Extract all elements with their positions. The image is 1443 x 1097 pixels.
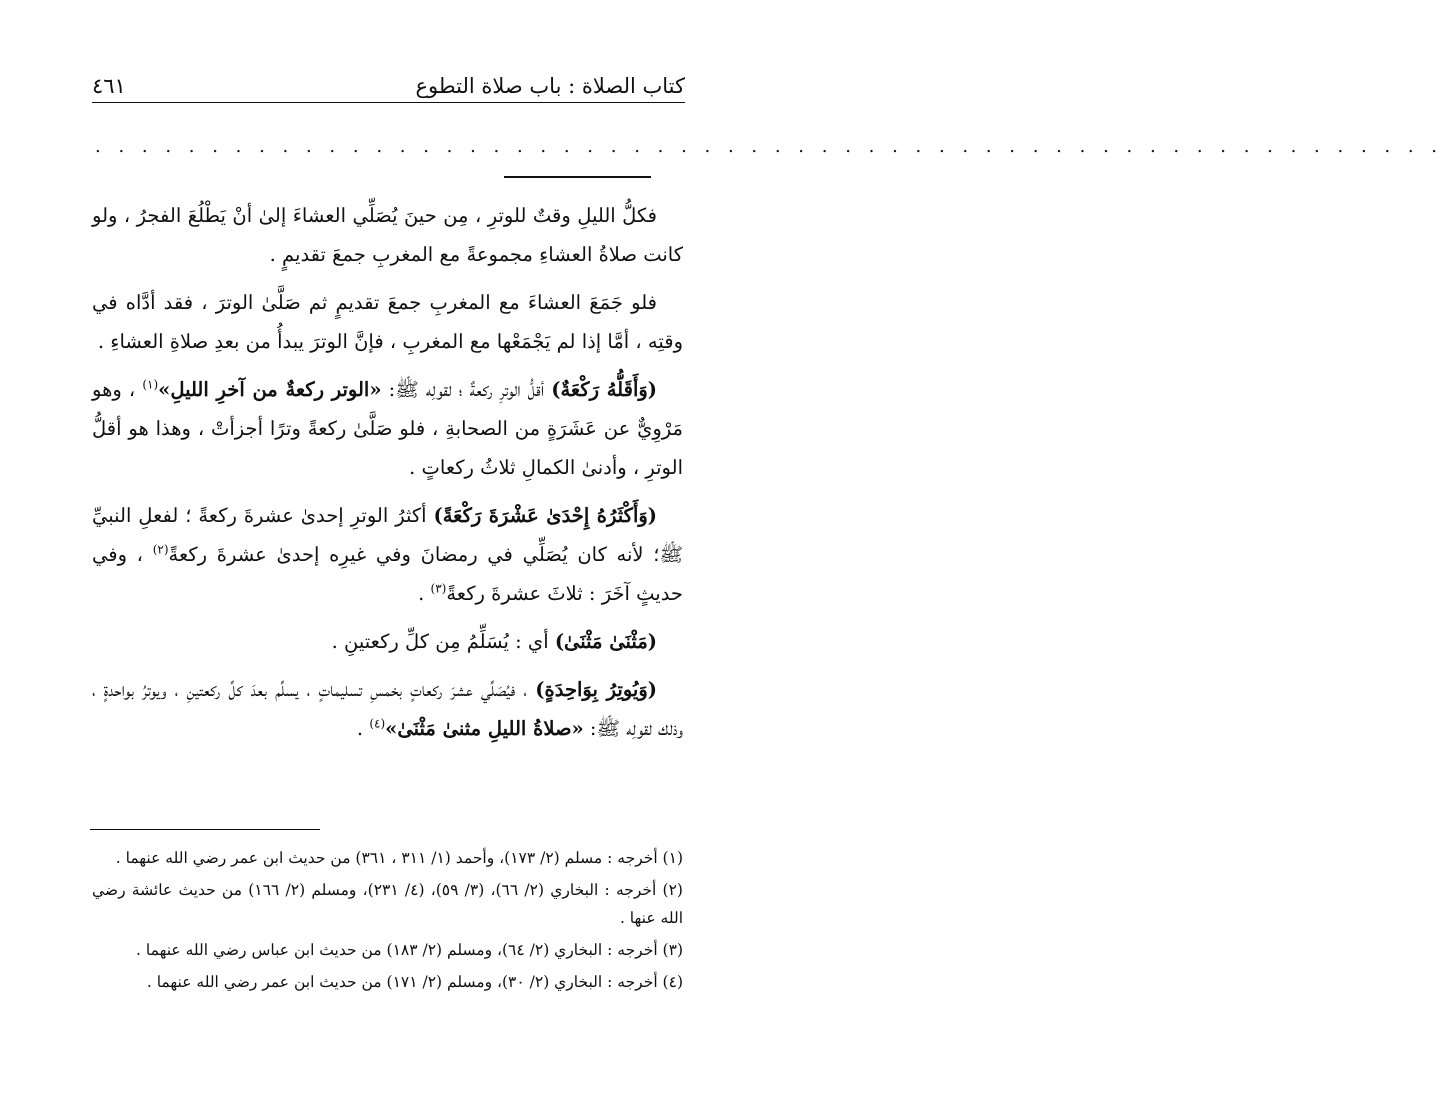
header-divider bbox=[92, 102, 685, 103]
footnote-ref: (٢) bbox=[152, 542, 169, 557]
hadith-quote: «صلاةُ الليلِ مثنىٰ مَثْنَىٰ» bbox=[385, 717, 584, 740]
paragraph-6 bbox=[92, 670, 683, 748]
page-number: ٤٦١ bbox=[92, 74, 126, 98]
footnotes bbox=[92, 844, 683, 1000]
header-title: كتاب الصلاة : باب صلاة التطوع bbox=[415, 74, 685, 98]
matn-lead: (مَثْنَىٰ مَثْنَىٰ) bbox=[554, 630, 657, 653]
matn-lead: (وَيُوتِرُ بِوَاحِدَةٍ) bbox=[535, 678, 657, 701]
matn-divider bbox=[504, 176, 651, 178]
footnote-2: (٢) أخرجه : البخاري (٢/ ٦٦)، (٣/ ٥٩)، (٤/ ٢٣١)، ومسلم (٢/ ١٦٦) من حديث عائشة رضي الله عنها . bbox=[92, 881, 683, 927]
main-text bbox=[92, 196, 683, 757]
paragraph-text: . bbox=[356, 717, 370, 740]
footnote-3: (٣) أخرجه : البخاري (٢/ ٦٤)، ومسلم (٢/ ١٨٣) من حديث ابن عباس رضي الله عنهما . bbox=[136, 941, 683, 959]
matn-lead: (وَأَقَلُّهُ رَكْعَةٌ) bbox=[551, 378, 658, 401]
matn-lead: (وَأَكْثَرُهُ إِحْدَىٰ عَشْرَةَ رَكْعَةً) bbox=[433, 504, 658, 527]
footnote-ref: (١) bbox=[142, 377, 159, 392]
running-header bbox=[92, 58, 685, 98]
paragraph-5 bbox=[92, 622, 683, 661]
paragraph-2: فلو جَمَعَ العشاءَ مع المغربِ جمعَ تقديمٍ ثم صَلَّىٰ الوترَ ، فقد أدَّاه في وقتِه ، أمَّا إذا لم يَجْمَعْها مع المغربِ ، فإنَّ الوترَ يبدأُ من بعدِ صلاةِ العشاءِ . bbox=[92, 291, 683, 353]
paragraph-1: فكلُّ الليلِ وقتٌ للوترِ ، مِن حينَ يُصَلِّي العشاءَ إلىٰ أنْ يَطْلُعَ الفجرُ ، ولو كانت صلاةُ العشاءِ مجموعةً مع المغربِ جمعَ تقديمٍ . bbox=[92, 204, 683, 266]
footnote-divider bbox=[90, 829, 320, 830]
paragraph-text: ، فيُصَلِّي عشرَ ركعاتٍ بخمسِ تسليماتٍ ، يسلِّم بعدَ كلِّ ركعتينِ ، ويوترُ بواحدةٍ ، وذلك لقولِه ﷺ: bbox=[92, 678, 683, 740]
paragraph-text: ، وفي حديثٍ آخَرَ : ثلاثَ عشرةَ ركعةً bbox=[92, 543, 683, 605]
footnote-ref: (٤) bbox=[369, 716, 386, 731]
hadith-quote: «الوتر ركعةٌ من آخرِ الليلِ» bbox=[158, 378, 382, 401]
paragraph-text: . bbox=[418, 582, 431, 605]
footnote-ref: (٣) bbox=[430, 581, 447, 596]
paragraph-text: ، وهو مَرْوِيٌّ عن عَشَرَةٍ من الصحابةِ ، فلو صَلَّىٰ ركعةً وترًا أجزأتْ ، وهذا هو أقلُّ الوترِ ، وأدنىٰ الكمالِ ثلاثُ ركعاتٍ . bbox=[92, 378, 683, 479]
paragraph-text: أي : يُسَلِّمُ مِن كلِّ ركعتينِ . bbox=[331, 630, 555, 653]
footnote-4: (٤) أخرجه : البخاري (٢/ ٣٠)، ومسلم (٢/ ١٧١) من حديث ابن عمر رضي الله عنهما . bbox=[146, 973, 683, 991]
footnote-1: (١) أخرجه : مسلم (٢/ ١٧٣)، وأحمد (١/ ٣١١ ، ٣٦١) من حديث ابن عمر رضي الله عنهما . bbox=[115, 849, 683, 867]
paragraph-text: أكثرُ الوترِ إحدىٰ عشرةَ ركعةً ؛ لفعلِ النبيِّ ﷺ؛ لأنه كان يُصَلِّي في رمضانَ وفي غيرِه إحدىٰ عشرةَ ركعةً bbox=[92, 504, 684, 566]
paragraph-text: أقلُّ الوترِ ركعةٌ ؛ لقولِه ﷺ: bbox=[381, 378, 552, 401]
ellipsis-separator: . . . . . . . . . . . . . . . . . . . . . . . . . . . . . . . . . . . . . . . . . . . . . . . . . . . . . . . . . . bbox=[95, 136, 1443, 157]
paragraph-4 bbox=[92, 496, 683, 613]
paragraph-3 bbox=[92, 370, 683, 487]
